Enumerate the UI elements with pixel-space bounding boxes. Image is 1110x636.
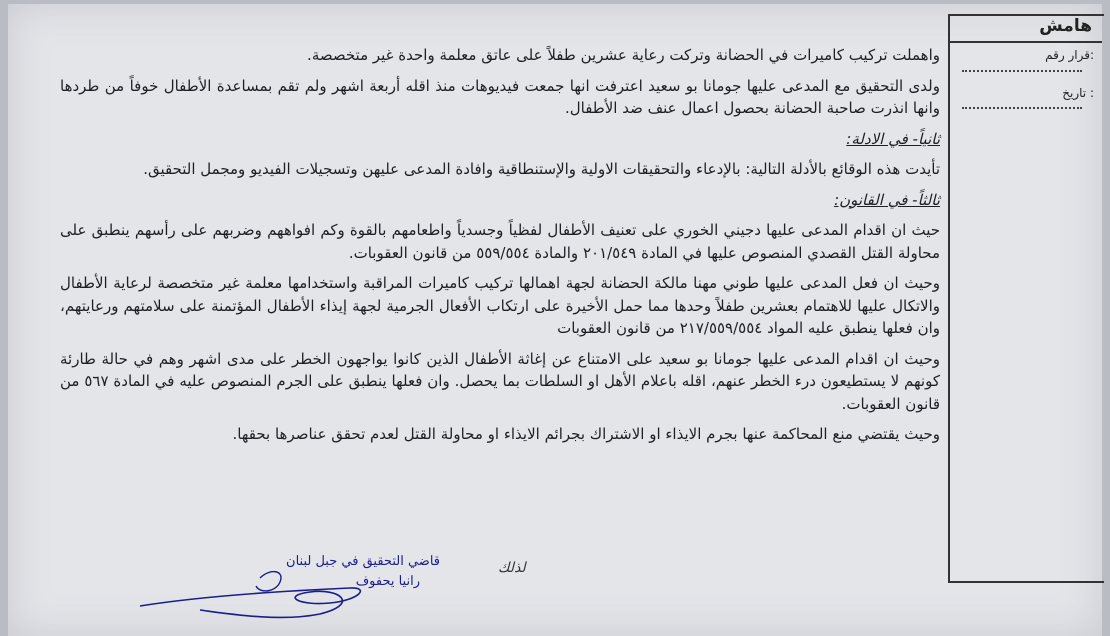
paragraph-evidence: تأيدت هذه الوقائع بالأدلة التالية: بالإدعاء والتحقيقات الاولية والإستنطاقية وافادة المدعى عليهن وتسجيلات الفيديو ومجمل التحقيق.: [143, 160, 940, 178]
paragraph-law-1: حيث ان اقدام المدعى عليها دجيني الخوري على تعنيف الأطفال لفظياً وجسدياً واطعامهم بالقوة وكم افواههم وضربهم على رأسهم ينطبق على محاولة القتل القصدي المنصوص عليها في المادة ٢٠١/٥٤٩ والمادة ٥٥٩/٥٥٤ من قانون العقوبات.: [60, 221, 940, 262]
decision-number-label: قرار رقم:: [1045, 48, 1094, 62]
paragraph-facts-end: واهملت تركيب كاميرات في الحضانة وتركت رعاية عشرين طفلاً على عاتق معلمة واحدة غير متخصصة.: [307, 46, 940, 64]
date-line: [962, 107, 1082, 109]
decision-number-line: [962, 70, 1082, 72]
document-body: [60, 44, 940, 454]
paragraph-law-2: وحيث ان فعل المدعى عليها طوني مهنا مالكة الحضانة لجهة اهمالها تركيب كاميرات المراقبة واستخدامها معلمة غير متخصصة لرعاية الأطفال والاتكال عليها للاهتمام بعشرين طفلاً وحدها مما حمل الأخيرة على ارتكاب الأفعال الجرمية لجهة إيذاء الأطفال المؤتمنة على سلامتهم ورعايتهم، وان فعلها ينطبق عليه المواد ٢١٧/٥٥٩/٥٥٤ من قانون العقوبات: [60, 274, 940, 337]
paragraph-law-3: وحيث ان اقدام المدعى عليها جومانا بو سعيد على الامتناع عن إغاثة الأطفال الذين كانوا يواجهون الخطر على مدى اشهر وهم في حالة طارئة كونهم لا يستطيعون درء الخطر عنهم، اقله باعلام الأهل او السلطات بما يحصل. وان فعلها ينطبق على الجرم المنصوص عليه في المادة ٥٦٧ من قانون العقوبات.: [60, 349, 940, 413]
closing-word: لذلك: [498, 560, 526, 576]
judge-signature-block: [110, 548, 440, 628]
paragraph-law-4: وحيث يقتضي منع المحاكمة عنها بجرم الايذاء او الاشتراك بجرائم الايذاء او محاولة القتل لعدم تحقق عناصرها بحقها.: [232, 425, 940, 443]
judge-title: قاضي التحقيق في جبل لبنان: [286, 554, 440, 569]
judge-name: رانيا يحفوف: [355, 574, 420, 589]
paragraph-investigation: ولدى التحقيق مع المدعى عليها جومانا بو سعيد اعترفت انها جمعت فيديوهات منذ اقله أربعة اشهر ولم تقم بمساعدة الأطفال خوفاً من طردها وانها انذرت صاحبة الحضانة بحصول اعمال عنف ضد الأطفال.: [60, 76, 940, 117]
margin-title: هامش: [1039, 16, 1092, 36]
date-label: تاريخ :: [1062, 86, 1094, 100]
heading-law: ثالثاً- في القانون:: [834, 190, 940, 209]
heading-evidence: ثانياً- في الادلة:: [846, 129, 940, 148]
